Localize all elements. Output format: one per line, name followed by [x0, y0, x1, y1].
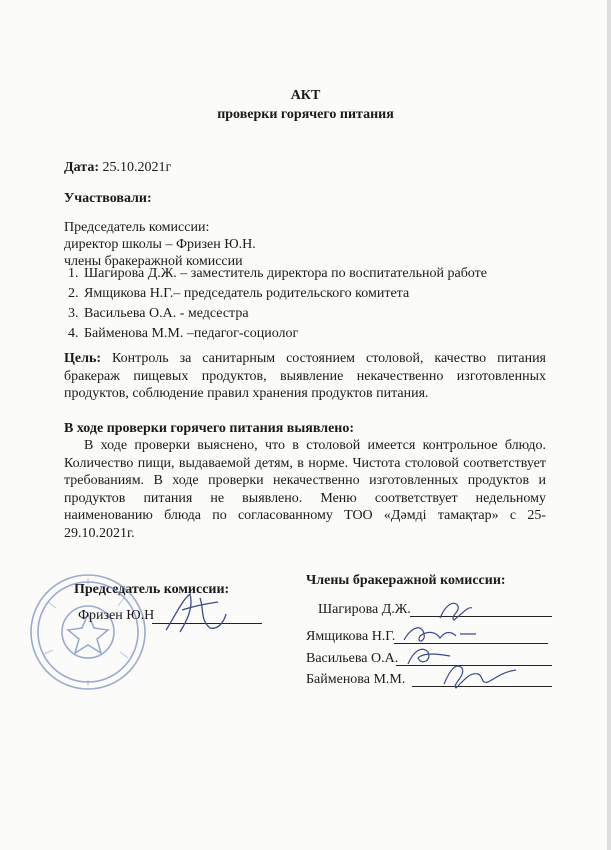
goal-text: Контроль за санитарным состоянием столовой, качество питания бракераж пищевых продуктов, выявление некачественно изготовленных продуктов, соблюдение правил хранения продуктов питания.: [64, 351, 546, 401]
date-label: Дата:: [64, 160, 99, 175]
list-item: 2. Ямщикова Н.Г.– председатель родительского комитета: [82, 284, 487, 304]
list-item: 1. Шагирова Д.Ж. – заместитель директора по воспитательной работе: [82, 264, 487, 284]
goal-label: Цель:: [64, 351, 102, 366]
participants-heading: Участвовали:: [64, 191, 152, 206]
member-signature-name-4: Байменова М.М.: [306, 672, 406, 687]
members-signature-heading: Члены бракеражной комиссии:: [306, 573, 506, 588]
scan-edge: [607, 0, 611, 850]
document-title: АКТ: [290, 88, 321, 103]
chair-director: директор школы – Фризен Ю.Н.: [64, 237, 256, 252]
list-item: 4. Байменова М.М. –педагог-социолог: [82, 324, 487, 344]
members-heading: члены бракеражной комиссии: [64, 254, 243, 269]
list-item: 3. Васильева О.А. - медсестра: [82, 304, 487, 324]
member-signature-name-2: Ямщикова Н.Г.: [306, 629, 396, 644]
date-line: [64, 160, 171, 176]
signature-icon: [440, 654, 520, 694]
member-signature-line-1: [410, 616, 552, 617]
signature-icon: [160, 588, 230, 638]
findings-heading: В ходе проверки горячего питания выявлено:: [64, 421, 355, 436]
goal-paragraph: [64, 350, 546, 403]
seal-stamp-icon: [28, 572, 148, 692]
findings-paragraph: В ходе проверки выяснено, что в столовой имеется контрольное блюдо. Количество пищи, выдаваемой детям, в норме. Чистота столовой соответствует требованиям. В ходе проверки некачественно изготовленных продуктов и продуктов питания не выявлено. Меню соответствует недельному наименованию блюда по согласованному ТОО «Дәмді тамақтар» с 25-29.10.2021г.: [64, 438, 546, 541]
date-value: 25.10.2021г: [102, 160, 172, 175]
chair-title: Председатель комиссии:: [64, 220, 210, 235]
chair-signature-heading: Председатель комиссии:: [74, 582, 230, 597]
member-signature-name-3: Васильева О.А.: [306, 651, 399, 666]
member-signature-name-1: Шагирова Д.Ж.: [318, 602, 411, 617]
document-subtitle: проверки горячего питания: [217, 107, 394, 122]
members-list: [60, 264, 487, 344]
chair-signature-name: Фризен Ю.Н: [78, 608, 155, 623]
